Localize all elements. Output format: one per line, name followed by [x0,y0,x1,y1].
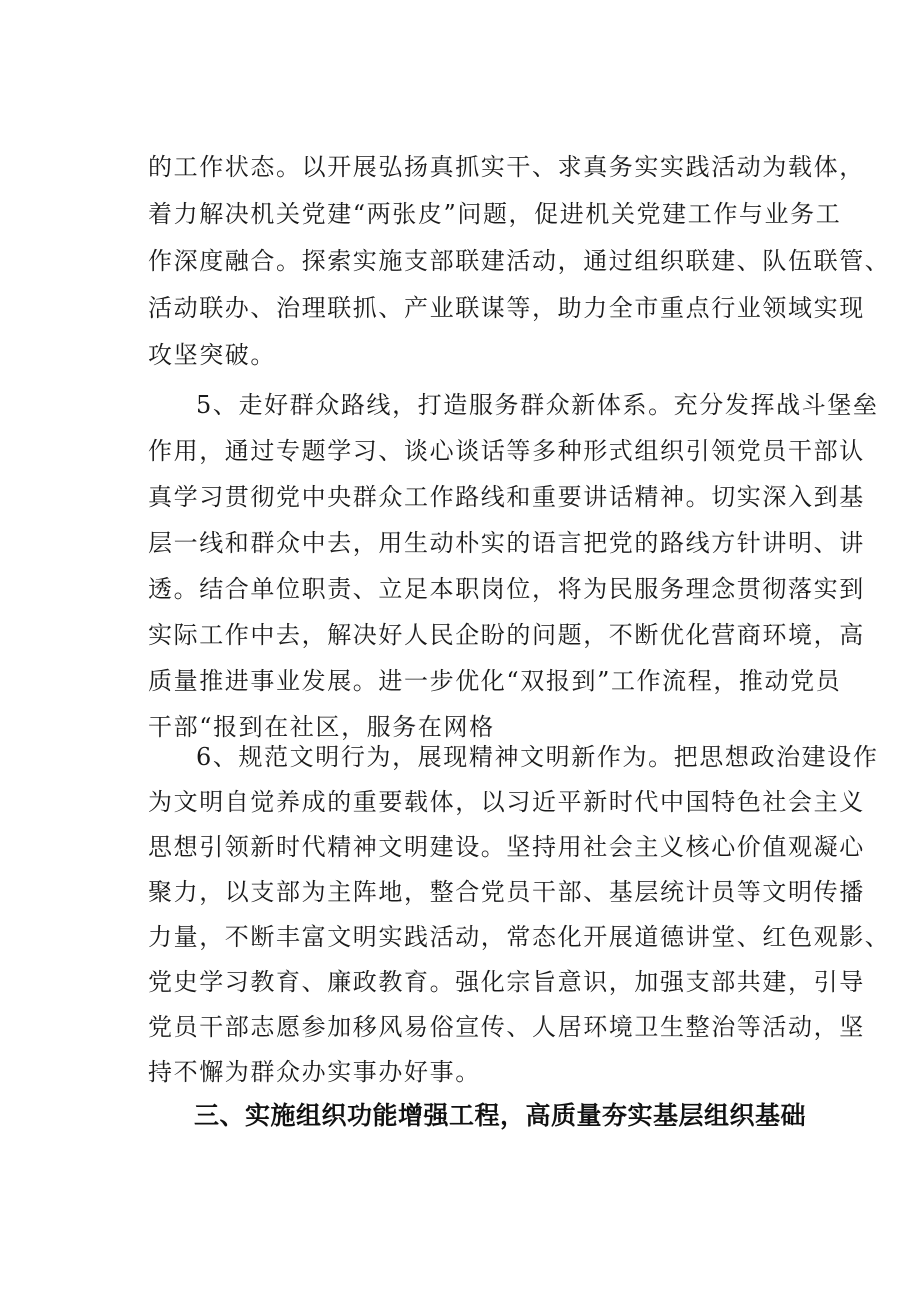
text-line: 活动联办、治理联抓、产业联谋等，助力全市重点行业领域实现 [148,294,865,322]
text-line: 的工作状态。以开展弘扬真抓实干、求真务实实践活动为载体， [148,153,865,181]
text-line: 为文明自觉养成的重要载体，以习近平新时代中国特色社会主义 [148,788,865,816]
text-line: 持不懈为群众办实事办好事。 [148,1058,481,1086]
text-line: 质量推进事业发展。进一步优化“双报到”工作流程，推动党员 [148,667,842,695]
text-line: 干部“报到在社区，服务在网格 [148,713,495,741]
text-line: 真学习贯彻党中央群众工作路线和重要讲话精神。切实深入到基 [148,483,865,511]
text-line: 透。结合单位职责、立足本职岗位，将为民服务理念贯彻落实到 [148,575,865,603]
text-line: 思想引领新时代精神文明建设。坚持用社会主义核心价值观凝心 [148,833,865,861]
text-line: 实际工作中去，解决好人民企盼的问题，不断优化营商环境，高 [148,621,865,649]
text-line: 党史学习教育、廉政教育。强化宗旨意识，加强支部共建，引导 [148,968,865,996]
text-line: 6、规范文明行为，展现精神文明新作为。把思想政治建设作 [196,743,879,771]
text-line: 作深度融合。探索实施支部联建活动，通过组织联建、队伍联管、 [148,247,891,275]
section-heading: 三、实施组织功能增强工程，高质量夯实基层组织基础 [194,1101,807,1130]
text-line: 力量，不断丰富文明实践活动，常态化开展道德讲堂、红色观影、 [148,923,891,951]
text-line: 作用，通过专题学习、谈心谈话等多种形式组织引领党员干部认 [148,437,865,465]
text-line: 层一线和群众中去，用生动朴实的语言把党的路线方针讲明、讲 [148,529,865,557]
text-line: 着力解决机关党建“两张皮”问题，促进机关党建工作与业务工 [148,200,842,228]
text-line: 5、走好群众路线，打造服务群众新体系。充分发挥战斗堡垒 [196,391,879,419]
text-line: 攻坚突破。 [148,341,276,369]
text-line: 聚力，以支部为主阵地，整合党员干部、基层统计员等文明传播 [148,878,865,906]
text-line: 党员干部志愿参加移风易俗宣传、人居环境卫生整治等活动，坚 [148,1013,865,1041]
